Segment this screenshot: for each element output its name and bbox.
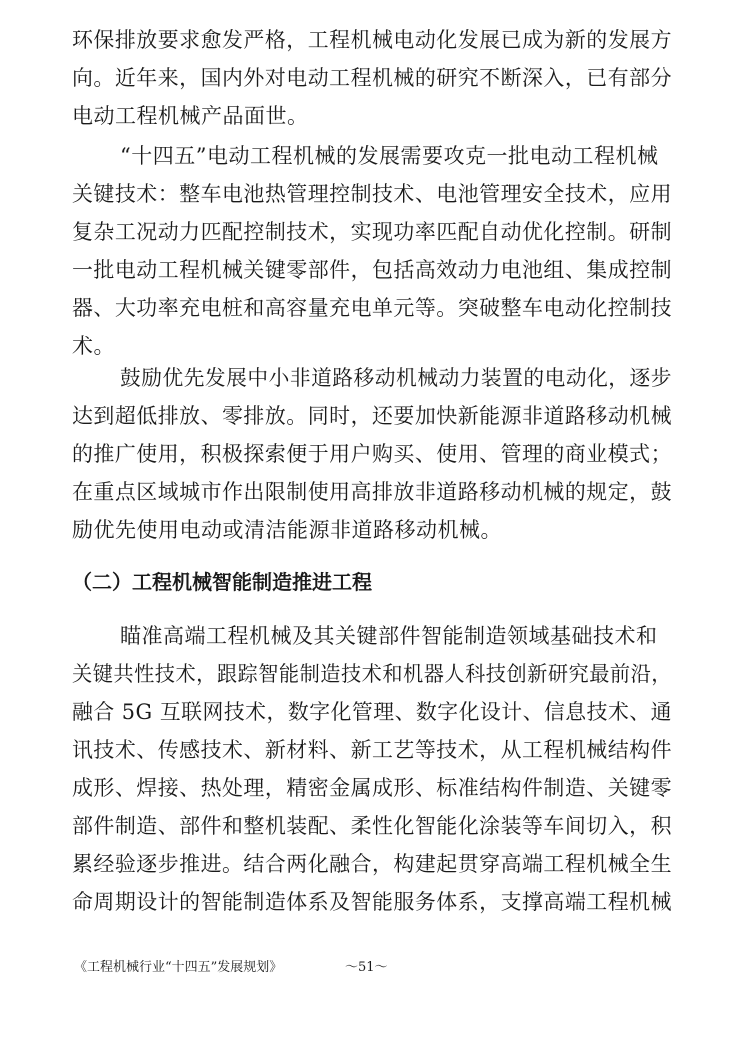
text-line: 成形、焊接、热处理，精密金属成形、标准结构件制造、关键零 (72, 776, 672, 800)
text-line: 关键共性技术，跟踪智能制造技术和机器人科技创新研究最前沿， (72, 662, 672, 686)
text-line: 术。 (72, 334, 115, 358)
text-line: 复杂工况动力匹配控制技术，实现功率匹配自动优化控制。研制 (72, 220, 672, 244)
section-heading: （二）工程机械智能制造推进工程 (72, 570, 372, 594)
text-line: 累经验逐步推进。结合两化融合，构建起贯穿高端工程机械全生 (72, 852, 672, 876)
text-line: 讯技术、传感技术、新材料、新工艺等技术，从工程机械结构件 (72, 738, 672, 762)
text-line: 励优先使用电动或清洁能源非道路移动机械。 (72, 518, 502, 542)
text-line: 鼓励优先发展中小非道路移动机械动力装置的电动化，逐步 (120, 366, 672, 390)
footer-document-title: 《工程机械行业“十四五”发展规划》 (74, 960, 283, 975)
text-line: “十四五”电动工程机械的发展需要攻克一批电动工程机械 (120, 144, 659, 168)
text-line: 向。近年来，国内外对电动工程机械的研究不断深入，已有部分 (72, 66, 672, 90)
text-line: 关键技术：整车电池热管理控制技术、电池管理安全技术，应用 (72, 182, 672, 206)
text-line: 融合 5G 互联网技术，数字化管理、数字化设计、信息技术、通 (72, 700, 672, 724)
text-line: 瞄准高端工程机械及其关键部件智能制造领域基础技术和 (120, 624, 658, 648)
footer-page-number: ～51～ (345, 960, 388, 975)
text-line: 部件制造、部件和整机装配、柔性化智能化涂装等车间切入，积 (72, 814, 672, 838)
text-line: 的推广使用，积极探索便于用户购买、使用、管理的商业模式； (72, 442, 672, 466)
text-line: 电动工程机械产品面世。 (72, 104, 309, 128)
text-line: 器、大功率充电桩和高容量充电单元等。突破整车电动化控制技 (72, 296, 672, 320)
text-line: 环保排放要求愈发严格，工程机械电动化发展已成为新的发展方 (72, 28, 672, 52)
text-line: 命周期设计的智能制造体系及智能服务体系，支撑高端工程机械 (72, 890, 672, 914)
text-line: 在重点区域城市作出限制使用高排放非道路移动机械的规定，鼓 (72, 480, 672, 504)
text-line: 达到超低排放、零排放。同时，还要加快新能源非道路移动机械 (72, 404, 672, 428)
text-line: 一批电动工程机械关键零部件，包括高效动力电池组、集成控制 (72, 258, 672, 282)
